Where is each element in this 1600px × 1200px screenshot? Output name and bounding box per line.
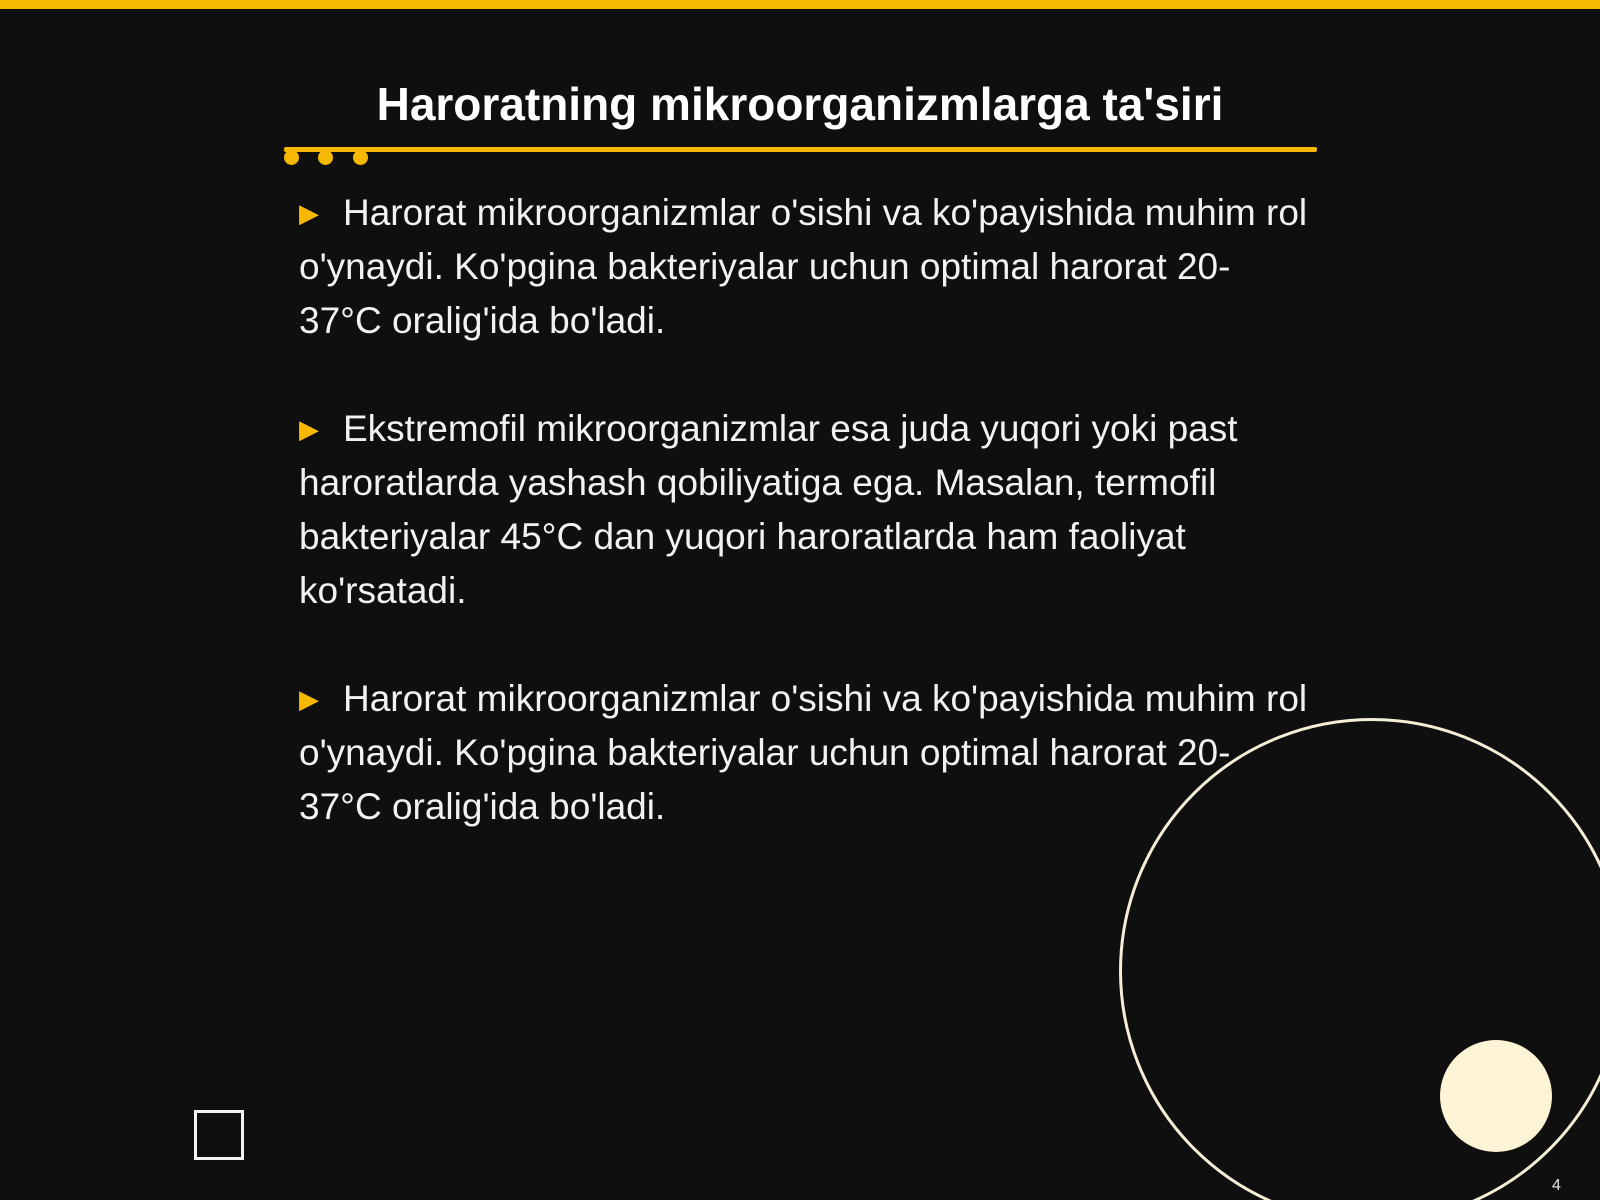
bullet-list bbox=[299, 186, 1309, 888]
bullet-text: Harorat mikroorganizmlar o'sishi va ko'payishida muhim rol o'ynaydi. Ko'pgina bakteriyalar uchun optimal harorat 20-37°C oralig'ida bo'ladi. bbox=[299, 192, 1308, 341]
bullet-item bbox=[299, 186, 1309, 348]
decorative-dot bbox=[318, 150, 333, 165]
bullet-text: Harorat mikroorganizmlar o'sishi va ko'payishida muhim rol o'ynaydi. Ko'pgina bakteriyalar uchun optimal harorat 20-37°C oralig'ida bo'ladi. bbox=[299, 678, 1308, 827]
decorative-dot bbox=[284, 150, 299, 165]
bullet-item bbox=[299, 672, 1309, 834]
bullet-item bbox=[299, 402, 1309, 618]
arrow-right-icon: ▶ bbox=[299, 684, 319, 714]
slide-title: Haroratning mikroorganizmlarga ta'siri bbox=[376, 78, 1224, 130]
decorative-circle bbox=[1440, 1040, 1552, 1152]
arrow-right-icon: ▶ bbox=[299, 414, 319, 444]
decorative-square bbox=[194, 1110, 244, 1160]
page-number: 4 bbox=[1552, 1177, 1561, 1194]
arrow-right-icon: ▶ bbox=[299, 198, 319, 228]
top-accent-bar bbox=[0, 0, 1600, 9]
title-underline bbox=[284, 147, 1317, 152]
decorative-dot bbox=[353, 150, 368, 165]
bullet-text: Ekstremofil mikroorganizmlar esa juda yuqori yoki past haroratlarda yashash qobiliyatiga ega. Masalan, termofil bakteriyalar 45°C dan yuqori haroratlarda ham faoliyat ko'rsatadi. bbox=[299, 408, 1238, 611]
